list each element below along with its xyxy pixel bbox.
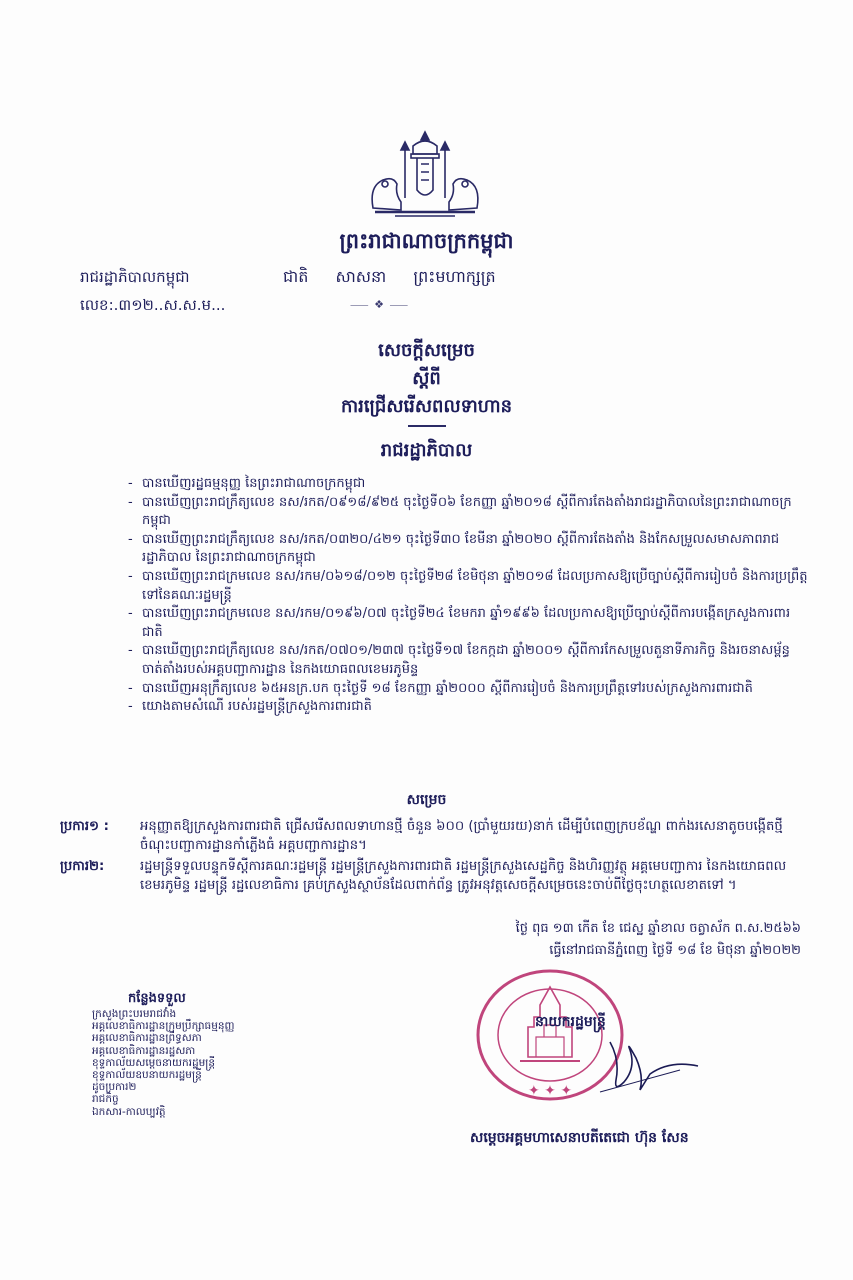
ornamental-divider: ⸺ ❖ ⸺ [350,298,410,311]
recipients-title: កន្លែងទទួល [128,991,186,1006]
recipients-list [92,1008,235,1118]
list-item: អគ្គលេខាធិការដ្ឋានក្រុមប្រឹក្សាធម្មនុញ្ញ [92,1020,235,1033]
national-motto [283,266,496,290]
list-item: អគ្គលេខាធិការដ្ឋានព្រឹទ្ធសភា [92,1032,202,1045]
article-label: ប្រការ២: [60,859,105,874]
list-item: ខុទ្ទកាល័យឧបនាយករដ្ឋមន្ត្រី [92,1069,202,1082]
recital-item: - បានឃើញព្រះរាជក្រឹត្យលេខ នស/រកត/០៧០១/២៣៧ ចុះថ្ងៃទី១៧ ខែកក្កដា ឆ្នាំ២០០១ ស្ដីពីការកែសម្រួលតួនាទីភារកិច្ច និងរចនាសម្ព័ន្ធចាត់តាំងរបស់អគ្គបញ្ជាការដ្ឋាន នៃកងយោធពលខេមរភូមិន្ទ [120,642,810,679]
kingdom-heading: ព្រះរាជាណាចក្រកម្ពុជា [339,229,514,253]
svg-text:✦ ✦ ✦: ✦ ✦ ✦ [527,1083,573,1099]
signatory-name: សម្ដេចអគ្គមហាសេនាបតីតេជោ ហ៊ុន សែន [470,1130,689,1146]
recital-item: - បានឃើញព្រះរាជក្រមលេខ នស/រកម/០៦១៨/០១២ ចុះថ្ងៃទី២៨ ខែមិថុនា ឆ្នាំ២០១៨ ដែលប្រកាសឱ្យប្រើច្បាប់ស្ដីពីការរៀបចំ និងការប្រព្រឹត្តទៅនៃគណៈរដ្ឋមន្ត្រី [120,568,810,605]
document-subject: ការជ្រើសរើសពលទាហាន [340,396,513,417]
government-name: រាជរដ្ឋាភិបាលកម្ពុជា [80,268,190,286]
decision-heading: សម្រេច [406,792,447,808]
motto-king: ព្រះមហាក្សត្រ [413,267,496,286]
article-2 [60,858,805,895]
article-1 [60,818,805,855]
recital-item: - បានឃើញព្រះរាជក្រឹត្យលេខ នស/រកត/០៩១៨/៩២៥ ចុះថ្ងៃទី០៦ ខែកញ្ញា ឆ្នាំ២០១៨ ស្ដីពីការតែងតាំងរាជរដ្ឋាភិបាលនៃព្រះរាជាណាចក្រកម្ពុជា [120,494,810,531]
handwritten-signature [580,1030,700,1100]
reference-number: លេខ:.៣១២..ស.ស.ម... [80,296,226,314]
list-item: ក្រសួងព្រះបរមរាជវាំង [92,1008,177,1020]
motto-nation: ជាតិ [283,267,309,286]
signatory-title: នាយករដ្ឋមន្ត្រី [535,1014,606,1030]
recital-item: - យោងតាមសំណើ របស់រដ្ឋមន្ត្រីក្រសួងការពារជាតិ [120,698,810,717]
list-item: ដូចប្រការ២ [92,1081,137,1094]
recital-item: - បានឃើញព្រះរាជក្រឹត្យលេខ នស/រកត/០៣២០/៤២១ ចុះថ្ងៃទី៣០ ខែមីនា ឆ្នាំ២០២០ ស្ដីពីការតែងតាំង និងកែសម្រួលសមាសភាពរាជរដ្ឋាភិបាល នៃព្រះរាជាណាចក្រកម្ពុជា [120,531,810,568]
motto-religion: សាសនា [335,267,387,286]
article-label: ប្រការ១ : [60,819,109,834]
list-item: ឯកសារ-កាលប្បវត្តិ [92,1105,166,1118]
recital-item: - បានឃើញព្រះរាជក្រមលេខ នស/រកម/០១៩៦/០៧ ចុះថ្ងៃទី២៤ ខែមករា ឆ្នាំ១៩៩៦ ដែលប្រកាសឱ្យប្រើច្បាប់ស្ដីពីការបង្កើតក្រសួងការពារជាតិ [120,605,810,642]
lunar-date: ថ្ងៃ ពុធ ១៣ កើត ខែ ជេស្ឋ ឆ្នាំខាល ចត្វាស័ក ព.ស.២៥៦៦ [515,921,801,936]
article-text: អនុញ្ញាតឱ្យក្រសួងការពារជាតិ ជ្រើសរើសពលទាហានថ្មី ចំនួន ៦០០ (ប្រាំមួយរយ)នាក់ ដើម្បីបំពេញក្របខ័ណ្ឌ ពាក់ងរសេនាតូចបង្កើតថ្មី ចំណុះបញ្ជាការដ្ឋានកាំភ្លើងធំ អគ្គបញ្ជាការដ្ឋាន។ [140,819,783,853]
title-rule [408,425,446,427]
royal-coat-of-arms-emblem [355,128,495,220]
list-item: រាជកិច្ច [92,1093,119,1106]
list-item: ខុទ្ទកាល័យសម្ដេចនាយករដ្ឋមន្ត្រី [92,1056,216,1069]
document-type: សេចក្ដីសម្រេច [378,340,475,361]
recital-item: - បានឃើញរដ្ឋធម្មនុញ្ញ នៃព្រះរាជាណាចក្រកម្ពុជា [120,475,810,494]
document-about: ស្ដីពី [412,368,441,389]
issuer-heading: រាជរដ្ឋាភិបាល [380,440,473,461]
solar-date-place: ធ្វើនៅរាជធានីភ្នំពេញ ថ្ងៃទី ១៨ ខែ មិថុនា ឆ្នាំ២០២២ [549,943,801,958]
recitals-list [120,475,810,717]
list-item: អគ្គលេខាធិការដ្ឋានរដ្ឋសភា [92,1044,196,1057]
recital-item: - បានឃើញអនុក្រឹត្យលេខ ៦៥អនក្រ.បក ចុះថ្ងៃទី ១៨ ខែកញ្ញា ឆ្នាំ២០០០ ស្ដីពីការរៀបចំ និងការប្រព្រឹត្តទៅរបស់ក្រសួងការពារជាតិ [120,680,810,699]
article-text: រដ្ឋមន្ត្រីទទួលបន្ទុកទីស្ដីការគណៈរដ្ឋមន្ត្រី រដ្ឋមន្ត្រីក្រសួងការពារជាតិ រដ្ឋមន្ត្រីក្រសួងសេដ្ឋកិច្ច និងហិរញ្ញវត្ថុ អគ្គមេបញ្ជាការ នៃកងយោធពលខេមរភូមិន្ទ រដ្ឋមន្ត្រី រដ្ឋលេខាធិការ គ្រប់ក្រសួងស្ថាប័នដែលពាក់ព័ន្ធ ត្រូវអនុវត្តសេចក្ដីសម្រេចនេះចាប់ពីថ្ងៃចុះហត្ថលេខាតទៅ ។ [140,859,787,893]
